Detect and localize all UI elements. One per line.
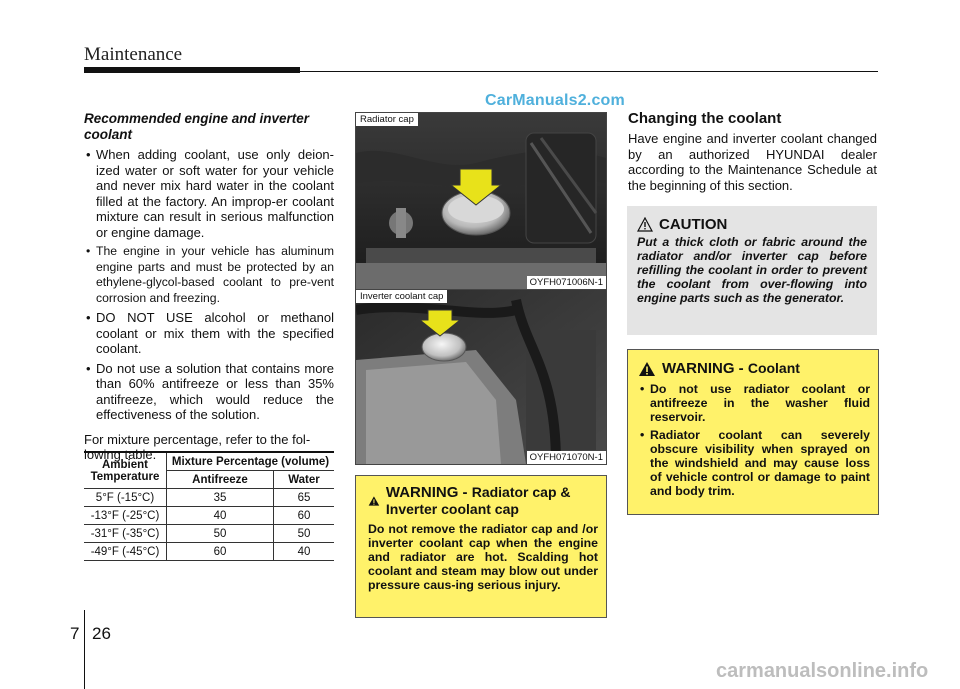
antifreeze-cell: 40 <box>167 507 274 525</box>
header-rule <box>300 71 878 72</box>
inverter-cap-label: Inverter coolant cap <box>356 290 447 303</box>
bullet-item: • Do not use a solution that contains more than 60% antifreeze or less than 35% antifreeze, which would reduce the effectiveness of the solution. <box>84 361 334 423</box>
warning-prefix: WARNING - <box>385 484 472 501</box>
radiator-engine-illustration <box>356 113 606 289</box>
antifreeze-cell: 50 <box>167 525 274 543</box>
antifreeze-header: Antifreeze <box>167 471 274 489</box>
chapter-number: 7 <box>70 624 80 643</box>
mixture-note: For mixture percentage, refer to the fol-lowing table. <box>84 431 311 462</box>
warning-body: Do not remove the radiator cap and /or inverter coolant cap when the engine and radiator are hot. Scalding hot coolant and steam may blow out under pressure caus-ing serious injury. <box>368 522 598 592</box>
radiator-photo-code: OYFH071006N-1 <box>527 276 606 289</box>
section-title: Recommended engine and inverter coolant <box>84 111 310 142</box>
water-cell: 40 <box>273 543 334 561</box>
inverter-engine-illustration <box>356 290 606 464</box>
water-header: Water <box>273 471 334 489</box>
changing-coolant-title: Changing the coolant <box>628 110 782 127</box>
caution-title: CAUTION <box>659 216 728 233</box>
warning-title <box>368 484 598 518</box>
warning-item: • Radiator coolant can severely obscure visibility when sprayed on the windshield and may cause loss of vehicle control or damage to paint and body trim. <box>638 428 870 498</box>
water-cell: 50 <box>273 525 334 543</box>
recommended-coolant-section <box>84 111 334 463</box>
bullet-item: • When adding coolant, use only deion-ized water or soft water for your vehicle and never mix hard water in the coolant filled at the factory. An improp-er coolant mixture can result in serious malfunction or engine damage. <box>84 147 334 240</box>
radiator-cap-photo <box>355 112 607 290</box>
water-cell: 60 <box>273 507 334 525</box>
warning-subject: Coolant <box>747 360 800 376</box>
water-cell: 65 <box>273 489 334 507</box>
warning-triangle-icon <box>368 493 380 509</box>
coolant-bullets <box>84 147 334 423</box>
warning-radiator-cap-box <box>355 475 607 618</box>
warning-triangle-icon <box>638 361 656 377</box>
mixture-table <box>84 451 334 561</box>
page-header-title: Maintenance <box>84 44 183 65</box>
caution-body: Put a thick cloth or fabric around the radiator and/or inverter cap before refilling the coolant in order to prevent the coolant from over-flowing into engine parts such as the generator. <box>637 235 867 305</box>
table-row <box>84 525 334 543</box>
table-row <box>84 507 334 525</box>
table-row <box>84 489 334 507</box>
table-row <box>84 543 334 561</box>
inverter-photo-code: OYFH071070N-1 <box>527 451 606 464</box>
watermark-top: CarManuals2.com <box>485 92 625 109</box>
inverter-cap-photo <box>355 289 607 465</box>
ambient-header: Ambient Temperature <box>84 452 167 489</box>
antifreeze-cell: 35 <box>167 489 274 507</box>
temp-cell: -31°F (-35°C) <box>84 525 167 543</box>
caution-title-row <box>637 216 867 233</box>
warning-item: • Do not use radiator coolant or antifreeze in the washer fluid reservoir. <box>638 382 870 424</box>
warning-coolant-box <box>627 349 879 515</box>
warning-subject: Radiator cap & Inverter coolant cap <box>385 484 571 517</box>
mixture-header: Mixture Percentage (volume) <box>167 452 335 471</box>
temp-cell: -13°F (-25°C) <box>84 507 167 525</box>
header-bar <box>84 67 300 73</box>
temp-cell: -49°F (-45°C) <box>84 543 167 561</box>
warning-coolant-list <box>638 382 870 498</box>
bullet-item: • DO NOT USE alcohol or methanol coolant or mix them with the specified coolant. <box>84 310 334 357</box>
watermark-bottom: carmanualsonline.info <box>716 660 929 682</box>
warning-prefix: WARNING - <box>662 360 748 377</box>
caution-box <box>627 206 877 335</box>
page-number-divider <box>84 610 85 689</box>
caution-triangle-icon <box>637 217 653 232</box>
changing-coolant-body: Have engine and inverter coolant changed by an authorized HYUNDAI dealer according to the Maintenance Schedule at the beginning of this section. <box>628 131 877 193</box>
radiator-cap-label: Radiator cap <box>356 113 418 126</box>
antifreeze-cell: 60 <box>167 543 274 561</box>
warning-title <box>638 360 870 378</box>
temp-cell: 5°F (-15°C) <box>84 489 167 507</box>
bullet-item: • The engine in your vehicle has aluminum engine parts and must be protected by an ethylene-glycol-based coolant to pre-vent corrosion and freezing. <box>84 244 334 306</box>
page-number: 26 <box>92 624 111 643</box>
